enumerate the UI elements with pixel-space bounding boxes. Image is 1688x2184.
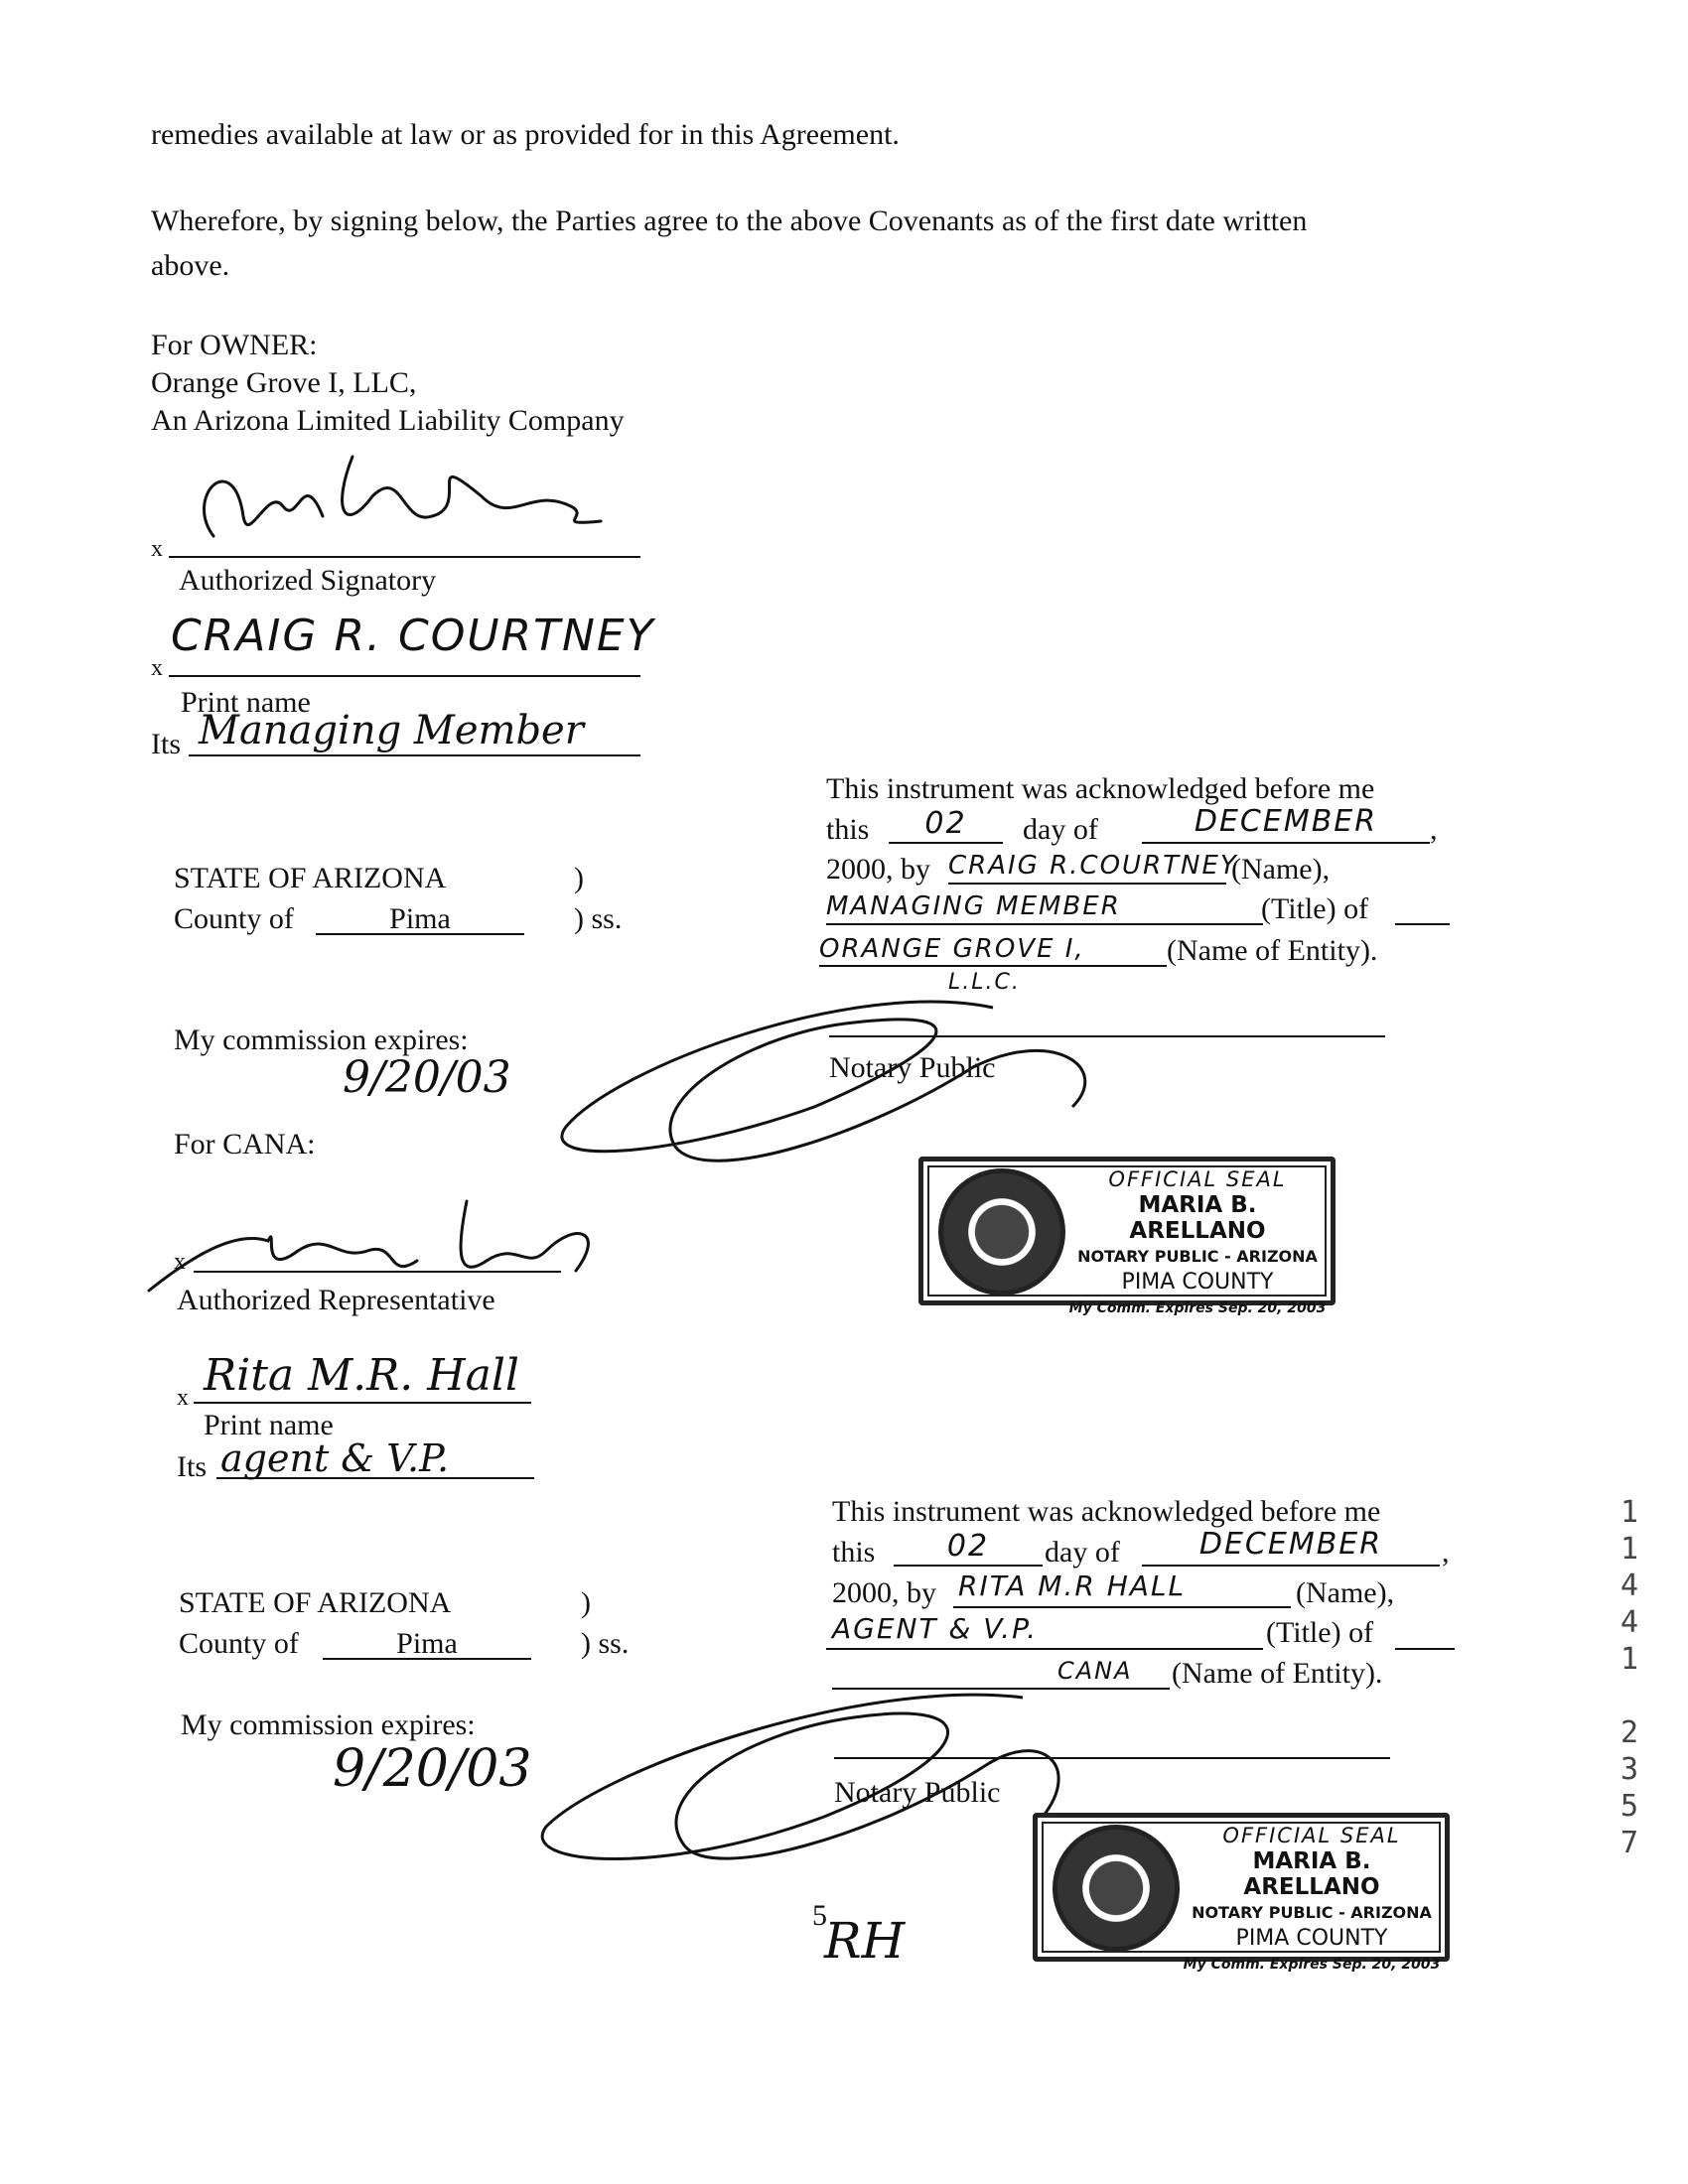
cana-this-label: this (832, 1536, 876, 1569)
cana-ss: ) ss. (581, 1627, 630, 1660)
seal-notary-state: NOTARY PUBLIC - ARIZONA (1192, 1903, 1432, 1922)
owner-this-label: this (826, 813, 870, 846)
cana-title-line (826, 1648, 1263, 1650)
owner-county-line (316, 933, 524, 935)
owner-month-line (1142, 842, 1430, 844)
owner-its-label: Its (151, 728, 181, 760)
owner-its-value: Managing Member (199, 708, 584, 753)
owner-state: STATE OF ARIZONA (174, 862, 447, 894)
seal-title: OFFICIAL SEAL (1108, 1167, 1287, 1191)
state-seal-emblem (1053, 1825, 1180, 1952)
owner-entity-value-2: L.L.C. (948, 970, 1021, 995)
body-line-1: remedies available at law or as provided for in this Agreement. (151, 118, 900, 151)
cana-month-line (1142, 1565, 1440, 1567)
cana-county-label: County of (179, 1627, 299, 1660)
cana-month-value: DECEMBER (1198, 1527, 1383, 1562)
cana-year-by: 2000, by (832, 1576, 936, 1609)
owner-signature (174, 427, 621, 566)
owner-month-comma: , (1430, 813, 1438, 846)
cana-entity-value: CANA (1057, 1657, 1133, 1685)
seal-notary-name: MARIA B. ARELLANO (1129, 1192, 1266, 1244)
owner-name-line (948, 883, 1226, 885)
cana-notary-public: Notary Public (834, 1776, 1001, 1809)
cana-name-line (953, 1606, 1291, 1608)
owner-month-value: DECEMBER (1194, 804, 1378, 839)
owner-state-paren: ) (574, 862, 584, 894)
cana-ack-line1: This instrument was acknowledged before me (832, 1495, 1381, 1528)
owner-commission-label: My commission expires: (174, 1024, 469, 1056)
owner-print-line (169, 675, 640, 677)
owner-print-x: x (151, 655, 163, 681)
owner-day-value: 02 (924, 806, 967, 841)
cana-name-value: RITA M.R HALL (958, 1570, 1187, 1602)
cana-commission-value: 9/20/03 (333, 1739, 532, 1799)
cana-print-name-label: Print name (204, 1409, 334, 1441)
body-line-2: Wherefore, by signing below, the Parties agree to the above Covenants as of the first date written (151, 205, 1308, 237)
owner-county-label: County of (174, 902, 294, 935)
body-line-3: above. (151, 249, 230, 282)
cana-its-line (216, 1477, 534, 1479)
cana-name-label: (Name), (1296, 1576, 1395, 1609)
owner-title-of-line (1395, 923, 1450, 925)
recording-number: 1 1 4 4 1 2 3 5 7 (1619, 1495, 1639, 1860)
cana-title-label: (Title) of (1266, 1616, 1374, 1649)
notary-seal-1 (918, 1157, 1336, 1316)
cana-entity-label: (Name of Entity). (1172, 1657, 1383, 1690)
cana-signature-x: x (174, 1249, 186, 1275)
cana-commission-label: My commission expires: (181, 1708, 476, 1741)
notary-seal-2 (1033, 1813, 1450, 1973)
owner-notary-public: Notary Public (829, 1051, 996, 1084)
owner-print-name-value: CRAIG R. COURTNEY (171, 611, 655, 661)
cana-day-of: day of (1045, 1536, 1120, 1569)
owner-signature-x: x (151, 536, 163, 562)
seal-expiration: My Comm. Expires Sep. 20, 2003 (1183, 1957, 1441, 1973)
cana-for-label: For CANA: (174, 1128, 316, 1160)
owner-year-by: 2000, by (826, 853, 930, 886)
cana-print-name-value: Rita M.R. Hall (204, 1350, 519, 1401)
initials: RH (824, 1912, 906, 1970)
cana-title-value: AGENT & V.P. (832, 1612, 1038, 1645)
owner-entity-label: (Name of Entity). (1167, 934, 1378, 967)
cana-day-value: 02 (946, 1529, 990, 1564)
owner-its-line (189, 754, 640, 756)
owner-company-type: An Arizona Limited Liability Company (151, 404, 625, 437)
seal-county: PIMA COUNTY (1121, 1270, 1274, 1295)
owner-title-label: (Title) of (1261, 892, 1369, 925)
owner-ss: ) ss. (574, 902, 623, 935)
cana-its-value: agent & V.P. (220, 1436, 450, 1480)
cana-authorized-label: Authorized Representative (177, 1284, 495, 1316)
cana-day-line (894, 1565, 1043, 1567)
seal-notary-state: NOTARY PUBLIC - ARIZONA (1077, 1247, 1318, 1266)
seal-county: PIMA COUNTY (1235, 1926, 1388, 1951)
cana-month-comma: , (1442, 1536, 1450, 1569)
owner-for-label: For OWNER: (151, 329, 318, 361)
owner-county-value: Pima (389, 902, 451, 935)
owner-commission-value: 9/20/03 (343, 1052, 511, 1103)
owner-print-name-label: Print name (181, 686, 311, 719)
cana-state: STATE OF ARIZONA (179, 1586, 452, 1619)
seal-notary-name: MARIA B. ARELLANO (1243, 1848, 1380, 1900)
cana-print-line (194, 1402, 531, 1404)
owner-company: Orange Grove I, LLC, (151, 366, 417, 399)
seal-expiration: My Comm. Expires Sep. 20, 2003 (1068, 1300, 1327, 1316)
owner-ack-line1: This instrument was acknowledged before me (826, 772, 1375, 805)
owner-title-line (826, 923, 1263, 925)
seal-title: OFFICIAL SEAL (1222, 1824, 1401, 1847)
owner-authorized-label: Authorized Signatory (179, 564, 437, 597)
owner-entity-value: ORANGE GROVE I, (819, 934, 1085, 964)
owner-title-value: MANAGING MEMBER (826, 891, 1121, 921)
cana-county-line (323, 1658, 531, 1660)
cana-print-x: x (177, 1385, 189, 1411)
cana-county-value: Pima (396, 1627, 458, 1660)
owner-name-label: (Name), (1231, 853, 1331, 886)
cana-title-of-line (1395, 1648, 1455, 1650)
cana-its-label: Its (177, 1450, 207, 1483)
cana-notary-signature (526, 1678, 1082, 1886)
owner-name-value: CRAIG R.COURTNEY (948, 851, 1238, 881)
page-number: 5 (812, 1899, 827, 1932)
owner-day-line (889, 842, 1003, 844)
cana-state-paren: ) (581, 1586, 591, 1619)
owner-day-of: day of (1023, 813, 1098, 846)
state-seal-emblem (938, 1168, 1065, 1296)
